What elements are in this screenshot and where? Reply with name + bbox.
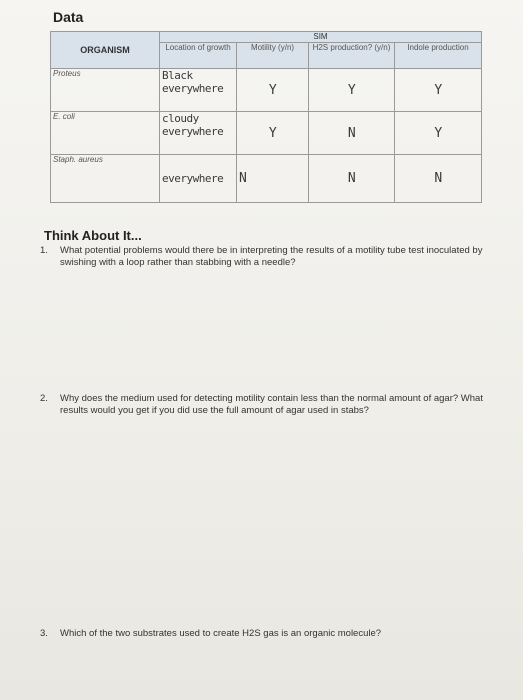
h2s-cell: N	[309, 112, 395, 155]
question-number: 2.	[40, 393, 48, 404]
header-indole: Indole production	[395, 43, 482, 69]
table-row	[51, 112, 482, 155]
header-sim: SIM	[160, 32, 482, 43]
location-cell: everywhere	[160, 155, 237, 203]
motility-cell: Y	[237, 112, 309, 155]
h2s-cell: Y	[309, 69, 395, 112]
header-location: Location of growth	[160, 43, 237, 69]
table-row	[51, 155, 482, 203]
header-h2s: H2S production? (y/n)	[309, 43, 395, 69]
think-about-heading: Think About It...	[44, 228, 142, 243]
indole-cell: Y	[395, 69, 482, 112]
question-text: Why does the medium used for detecting motility contain less than the normal amount of agar? What results would you get if you did use the full amount of agar used in stabs?	[60, 393, 483, 416]
results-table	[50, 31, 482, 203]
question-number: 3.	[40, 628, 48, 639]
organism-cell: Staph. aureus	[51, 155, 160, 203]
h2s-cell: N	[309, 155, 395, 203]
question-2	[40, 393, 510, 417]
question-1	[40, 245, 500, 269]
header-motility: Motility (y/n)	[237, 43, 309, 69]
organism-cell: Proteus	[51, 69, 160, 112]
indole-cell: Y	[395, 112, 482, 155]
question-number: 1.	[40, 245, 48, 256]
location-cell: Black everywhere	[160, 69, 237, 112]
table-row	[51, 69, 482, 112]
data-heading: Data	[53, 9, 84, 25]
header-organism: ORGANISM	[51, 32, 160, 69]
question-text: What potential problems would there be in interpreting the results of a motility tube test inoculated by swishing with a loop rather than stabbing with a needle?	[60, 245, 483, 268]
question-text: Which of the two substrates used to create H2S gas is an organic molecule?	[60, 628, 382, 639]
organism-cell: E. coli	[51, 112, 160, 155]
motility-cell: N	[237, 155, 309, 203]
indole-cell: N	[395, 155, 482, 203]
location-cell: cloudy everywhere	[160, 112, 237, 155]
motility-cell: Y	[237, 69, 309, 112]
question-3	[40, 628, 510, 640]
